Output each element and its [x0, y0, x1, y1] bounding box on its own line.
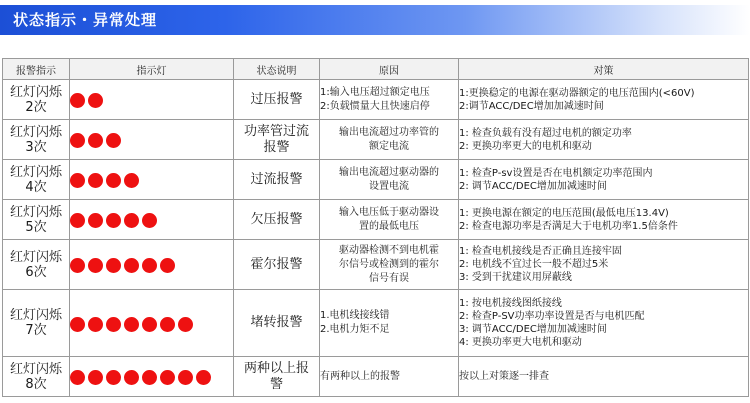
table-row	[3, 80, 749, 120]
header-lamp: 指示灯	[70, 59, 234, 80]
table-row	[3, 290, 749, 357]
state-text: 堵转报警	[250, 315, 303, 330]
red-led-icon	[88, 173, 103, 188]
fix-text: 1:更换稳定的电源在驱动器额定的电压范围内(<60V)	[459, 87, 695, 99]
red-led-icon	[106, 317, 121, 332]
red-led-icon	[106, 133, 121, 148]
red-led-icon	[178, 370, 193, 385]
red-led-icon	[70, 213, 85, 228]
red-led-icon	[88, 317, 103, 332]
red-led-icon	[70, 258, 85, 273]
cause-cell	[320, 80, 459, 120]
indicator-cell	[70, 200, 234, 240]
cause-text: 信号有误	[369, 272, 409, 284]
header-alarm: 报警指示	[3, 59, 70, 80]
red-led-icon	[124, 317, 139, 332]
indicator-cell	[70, 240, 234, 290]
fix-cell	[459, 120, 749, 160]
cause-cell	[320, 357, 459, 397]
fault-table	[2, 58, 749, 397]
state-text: 功率管过流	[243, 123, 309, 139]
fix-text: 3: 调节ACC/DEC增加加减速时间	[459, 324, 607, 335]
cause-cell	[320, 120, 459, 160]
alarm-cell	[3, 357, 70, 397]
fix-text: 1: 检查P-sv设置是否在电机额定功率范围内	[459, 167, 653, 179]
alarm-text: 红灯闪烁	[9, 308, 62, 323]
cause-cell	[320, 160, 459, 200]
cause-cell	[320, 240, 459, 290]
cause-text: 尔信号或检测到的霍尔	[339, 258, 439, 270]
red-led-icon	[160, 317, 175, 332]
state-text: 过压报警	[250, 91, 303, 107]
state-cell	[234, 120, 320, 160]
cause-text: 设置电流	[369, 180, 409, 192]
fix-text: 2: 更换功率更大的电机和驱动	[459, 140, 592, 152]
red-led-icon	[106, 213, 121, 228]
cause-text: 1.电机线接线错	[320, 310, 390, 321]
cause-text: 1:输入电压超过额定电压	[320, 86, 430, 98]
alarm-text: 红灯闪烁	[9, 249, 62, 265]
red-led-icon	[124, 173, 139, 188]
alarm-text: 红灯闪烁	[9, 204, 62, 220]
state-text: 霍尔报警	[250, 256, 303, 272]
state-cell	[234, 200, 320, 240]
cause-text: 置的最低电压	[359, 220, 419, 232]
cause-text: 驱动器检测不到电机霍	[339, 244, 439, 256]
red-led-icon	[142, 258, 157, 273]
red-led-icon	[70, 93, 85, 108]
cause-cell	[320, 200, 459, 240]
alarm-text: 4次	[25, 179, 47, 195]
fix-cell	[459, 200, 749, 240]
table-body	[3, 80, 749, 397]
alarm-cell	[3, 240, 70, 290]
red-led-icon	[124, 258, 139, 273]
alarm-text: 3次	[25, 139, 47, 155]
alarm-text: 红灯闪烁	[9, 124, 62, 140]
red-led-icon	[124, 213, 139, 228]
cause-text: 有两种以上的报警	[320, 370, 400, 382]
red-led-icon	[160, 258, 175, 273]
fix-text: 2: 检查P-SV功率功率设置是否与电机匹配	[459, 311, 645, 322]
fix-text: 1: 检查负载有没有超过电机的额定功率	[459, 127, 632, 139]
state-cell	[234, 290, 320, 357]
fix-cell	[459, 80, 749, 120]
table-header	[3, 59, 749, 80]
red-led-icon	[142, 317, 157, 332]
red-led-icon	[196, 370, 211, 385]
alarm-cell	[3, 120, 70, 160]
header-cause: 原因	[320, 59, 459, 80]
cause-cell	[320, 290, 459, 357]
alarm-text: 7次	[25, 323, 47, 338]
table-row	[3, 357, 749, 397]
header-fix: 对策	[459, 59, 749, 80]
state-text: 欠压报警	[250, 211, 303, 227]
fix-cell	[459, 160, 749, 200]
red-led-icon	[124, 370, 139, 385]
alarm-cell	[3, 200, 70, 240]
red-led-icon	[106, 258, 121, 273]
red-led-icon	[70, 317, 85, 332]
state-cell	[234, 357, 320, 397]
fix-text: 1: 更换电源在额定的电压范围(最低电压13.4V)	[459, 207, 669, 219]
fix-cell	[459, 240, 749, 290]
alarm-cell	[3, 80, 70, 120]
section-title: 状态指示・异常处理	[13, 11, 158, 29]
red-led-icon	[88, 370, 103, 385]
fix-cell	[459, 357, 749, 397]
alarm-text: 红灯闪烁	[9, 361, 62, 377]
table-row	[3, 240, 749, 290]
red-led-icon	[142, 370, 157, 385]
fix-text: 1: 检查电机接线是否正确且连接牢固	[459, 246, 622, 257]
fix-cell	[459, 290, 749, 357]
state-cell	[234, 80, 320, 120]
fix-text: 1: 按电机接线图纸接线	[459, 298, 562, 309]
state-text: 过流报警	[250, 171, 303, 187]
alarm-cell	[3, 160, 70, 200]
red-led-icon	[142, 213, 157, 228]
cause-text: 输出电流超过驱动器的	[339, 166, 439, 178]
red-led-icon	[106, 173, 121, 188]
state-cell	[234, 240, 320, 290]
section-banner	[0, 0, 750, 40]
alarm-text: 5次	[25, 219, 47, 235]
indicator-cell	[70, 120, 234, 160]
fix-text: 2: 电机线不宜过长一般不超过5米	[459, 259, 609, 270]
indicator-cell	[70, 357, 234, 397]
red-led-icon	[88, 258, 103, 273]
header-row	[3, 59, 749, 80]
header-state: 状态说明	[234, 59, 320, 80]
fix-text: 2: 检查电源功率是否满足大于电机功率1.5倍条件	[459, 220, 678, 232]
indicator-cell	[70, 160, 234, 200]
state-text: 报警	[263, 139, 290, 155]
alarm-cell	[3, 290, 70, 357]
cause-text: 2.电机力矩不足	[320, 324, 390, 335]
table-row	[3, 200, 749, 240]
alarm-text: 红灯闪烁	[9, 164, 62, 180]
red-led-icon	[70, 370, 85, 385]
red-led-icon	[70, 173, 85, 188]
fix-text: 2: 调节ACC/DEC增加加减速时间	[459, 180, 607, 192]
alarm-text: 2次	[25, 99, 47, 115]
fix-text: 4: 更换功率更大电机和驱动	[459, 337, 582, 348]
cause-text: 输入电压低于驱动器设	[339, 206, 439, 218]
alarm-text: 8次	[25, 376, 47, 392]
alarm-text: 6次	[25, 264, 47, 280]
indicator-cell	[70, 80, 234, 120]
cause-text: 2:负载惯量大且快速启停	[320, 100, 430, 112]
table-row	[3, 120, 749, 160]
cause-text: 额定电流	[369, 140, 409, 152]
table-row	[3, 160, 749, 200]
state-cell	[234, 160, 320, 200]
red-led-icon	[160, 370, 175, 385]
indicator-cell	[70, 290, 234, 357]
state-text: 警	[269, 376, 283, 392]
fix-text: 2:调节ACC/DEC增加加减速时间	[459, 100, 604, 112]
red-led-icon	[88, 133, 103, 148]
red-led-icon	[70, 133, 85, 148]
fix-text: 3: 受到干扰建议用屏蔽线	[459, 272, 572, 283]
red-led-icon	[88, 213, 103, 228]
fix-text: 按以上对策逐一排查	[459, 371, 549, 382]
cause-text: 输出电流超过功率管的	[339, 126, 439, 138]
red-led-icon	[178, 317, 193, 332]
red-led-icon	[88, 93, 103, 108]
red-led-icon	[106, 370, 121, 385]
alarm-text: 红灯闪烁	[9, 84, 62, 100]
state-text: 两种以上报	[243, 360, 309, 376]
